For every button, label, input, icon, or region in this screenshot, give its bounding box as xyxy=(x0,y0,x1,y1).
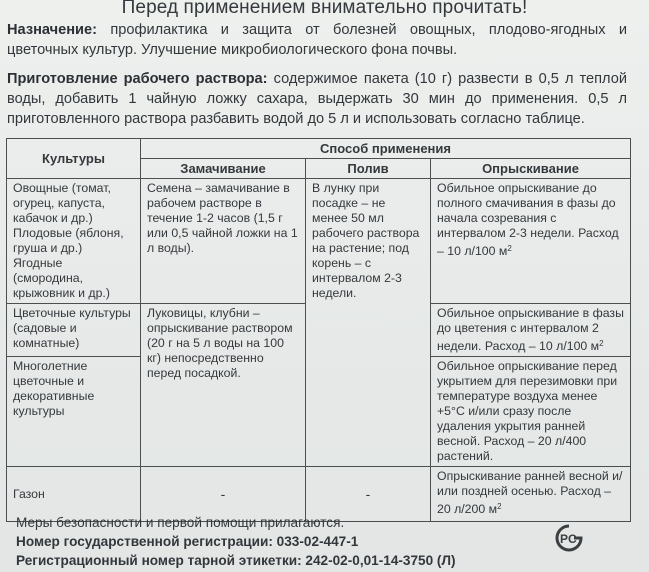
page-title: Перед применением внимательно прочитать! xyxy=(121,0,528,18)
row4-spraying xyxy=(431,467,631,522)
safety-note: Меры безопасности и первой помощи прилагаются. xyxy=(16,515,345,530)
row4-crop: Газон xyxy=(7,467,141,522)
preparation-paragraph xyxy=(7,69,627,129)
row1-soaking: Семена – замачивание в рабочем растворе в течение 1-2 часов (1,5 г или 0,5 чайной ложки на 1 л воды). xyxy=(141,179,306,304)
header-watering: Полив xyxy=(306,159,431,179)
row3-spraying: Обильное опрыскивание перед укрытием для перезимовки при температуре воздуха менее +5°С и/или сразу после удаления укрытия ранней весной. Расход – 20 л/400 растений. xyxy=(431,357,631,467)
row1-watering: В лунку при посадке – не менее 50 мл рабочего раствора на растение; под корень – с интервалом 2-3 недели. xyxy=(306,179,431,467)
row4-soaking: - xyxy=(141,467,306,522)
preparation-text: содержимое пакета (10 г) развести в 0,5 л теплой воды, добавить 1 чайную ложку сахара, выдержать 30 мин до применения. 0,5 л приготовленного раствора разбавить водой до 5 л и использовать согласно таблице. xyxy=(7,71,628,127)
row2-spraying xyxy=(431,304,631,357)
header-soaking: Замачивание xyxy=(141,159,306,179)
row1-crop: Овощные (томат, огурец, капуста, кабачок и др.) Плодовые (яблоня, груша и др.) Ягодные (смородина, крыжовник и др.) xyxy=(7,179,141,304)
label-registration-number: Регистрационный номер тарной этикетки: 242-02-0,01-14-3750 (Л) xyxy=(16,553,456,568)
row2-soaking: Луковицы, клубни – опрыскивание раствором (20 г на 5 л воды на 100 кг) непосредственно перед посадкой. xyxy=(141,304,306,467)
header-method: Способ применения xyxy=(141,139,631,159)
preparation-label: Приготовление рабочего раствора: xyxy=(7,71,268,87)
header-spraying: Опрыскивание xyxy=(431,159,631,179)
row4-spraying-text: Опрыскивание ранней весной и/или поздней осенью. Расход – 20 л/200 м xyxy=(437,469,623,516)
registration-number: Номер государственной регистрации: 033-02-447-1 xyxy=(16,534,359,549)
row3-crop: Многолетние цветочные и декоративные культуры xyxy=(7,357,141,467)
row2-crop: Цветочные культуры (садовые и комнатные) xyxy=(7,304,141,357)
row4-spraying-sup: 2 xyxy=(497,502,502,511)
row2-spraying-text: Обильное опрыскивание в фазы до цветения с интервалом 2 недели. Расход – 10 л/100 м xyxy=(437,306,624,353)
purpose-paragraph xyxy=(7,20,627,60)
purpose-label: Назначение: xyxy=(7,22,98,38)
svg-text:PC: PC xyxy=(560,532,577,546)
row2-spraying-sup: 2 xyxy=(599,339,604,348)
purpose-text: профилактика и защита от болезней овощных, плодово-ягодных и цветочных культур. Улучшение микробиологического фона почвы. xyxy=(7,22,627,58)
certification-mark-icon xyxy=(552,523,586,553)
row1-spraying-text: Обильное опрыскивание до полного смачивания в фазы до начала созревания с интервалом 2-3 недели. Расход – 10 л/100 м xyxy=(437,181,619,258)
row1-spraying xyxy=(431,179,631,304)
row4-watering: - xyxy=(306,467,431,522)
header-crops: Культуры xyxy=(7,139,141,179)
application-table xyxy=(6,138,631,522)
row1-spraying-sup: 2 xyxy=(507,244,512,253)
